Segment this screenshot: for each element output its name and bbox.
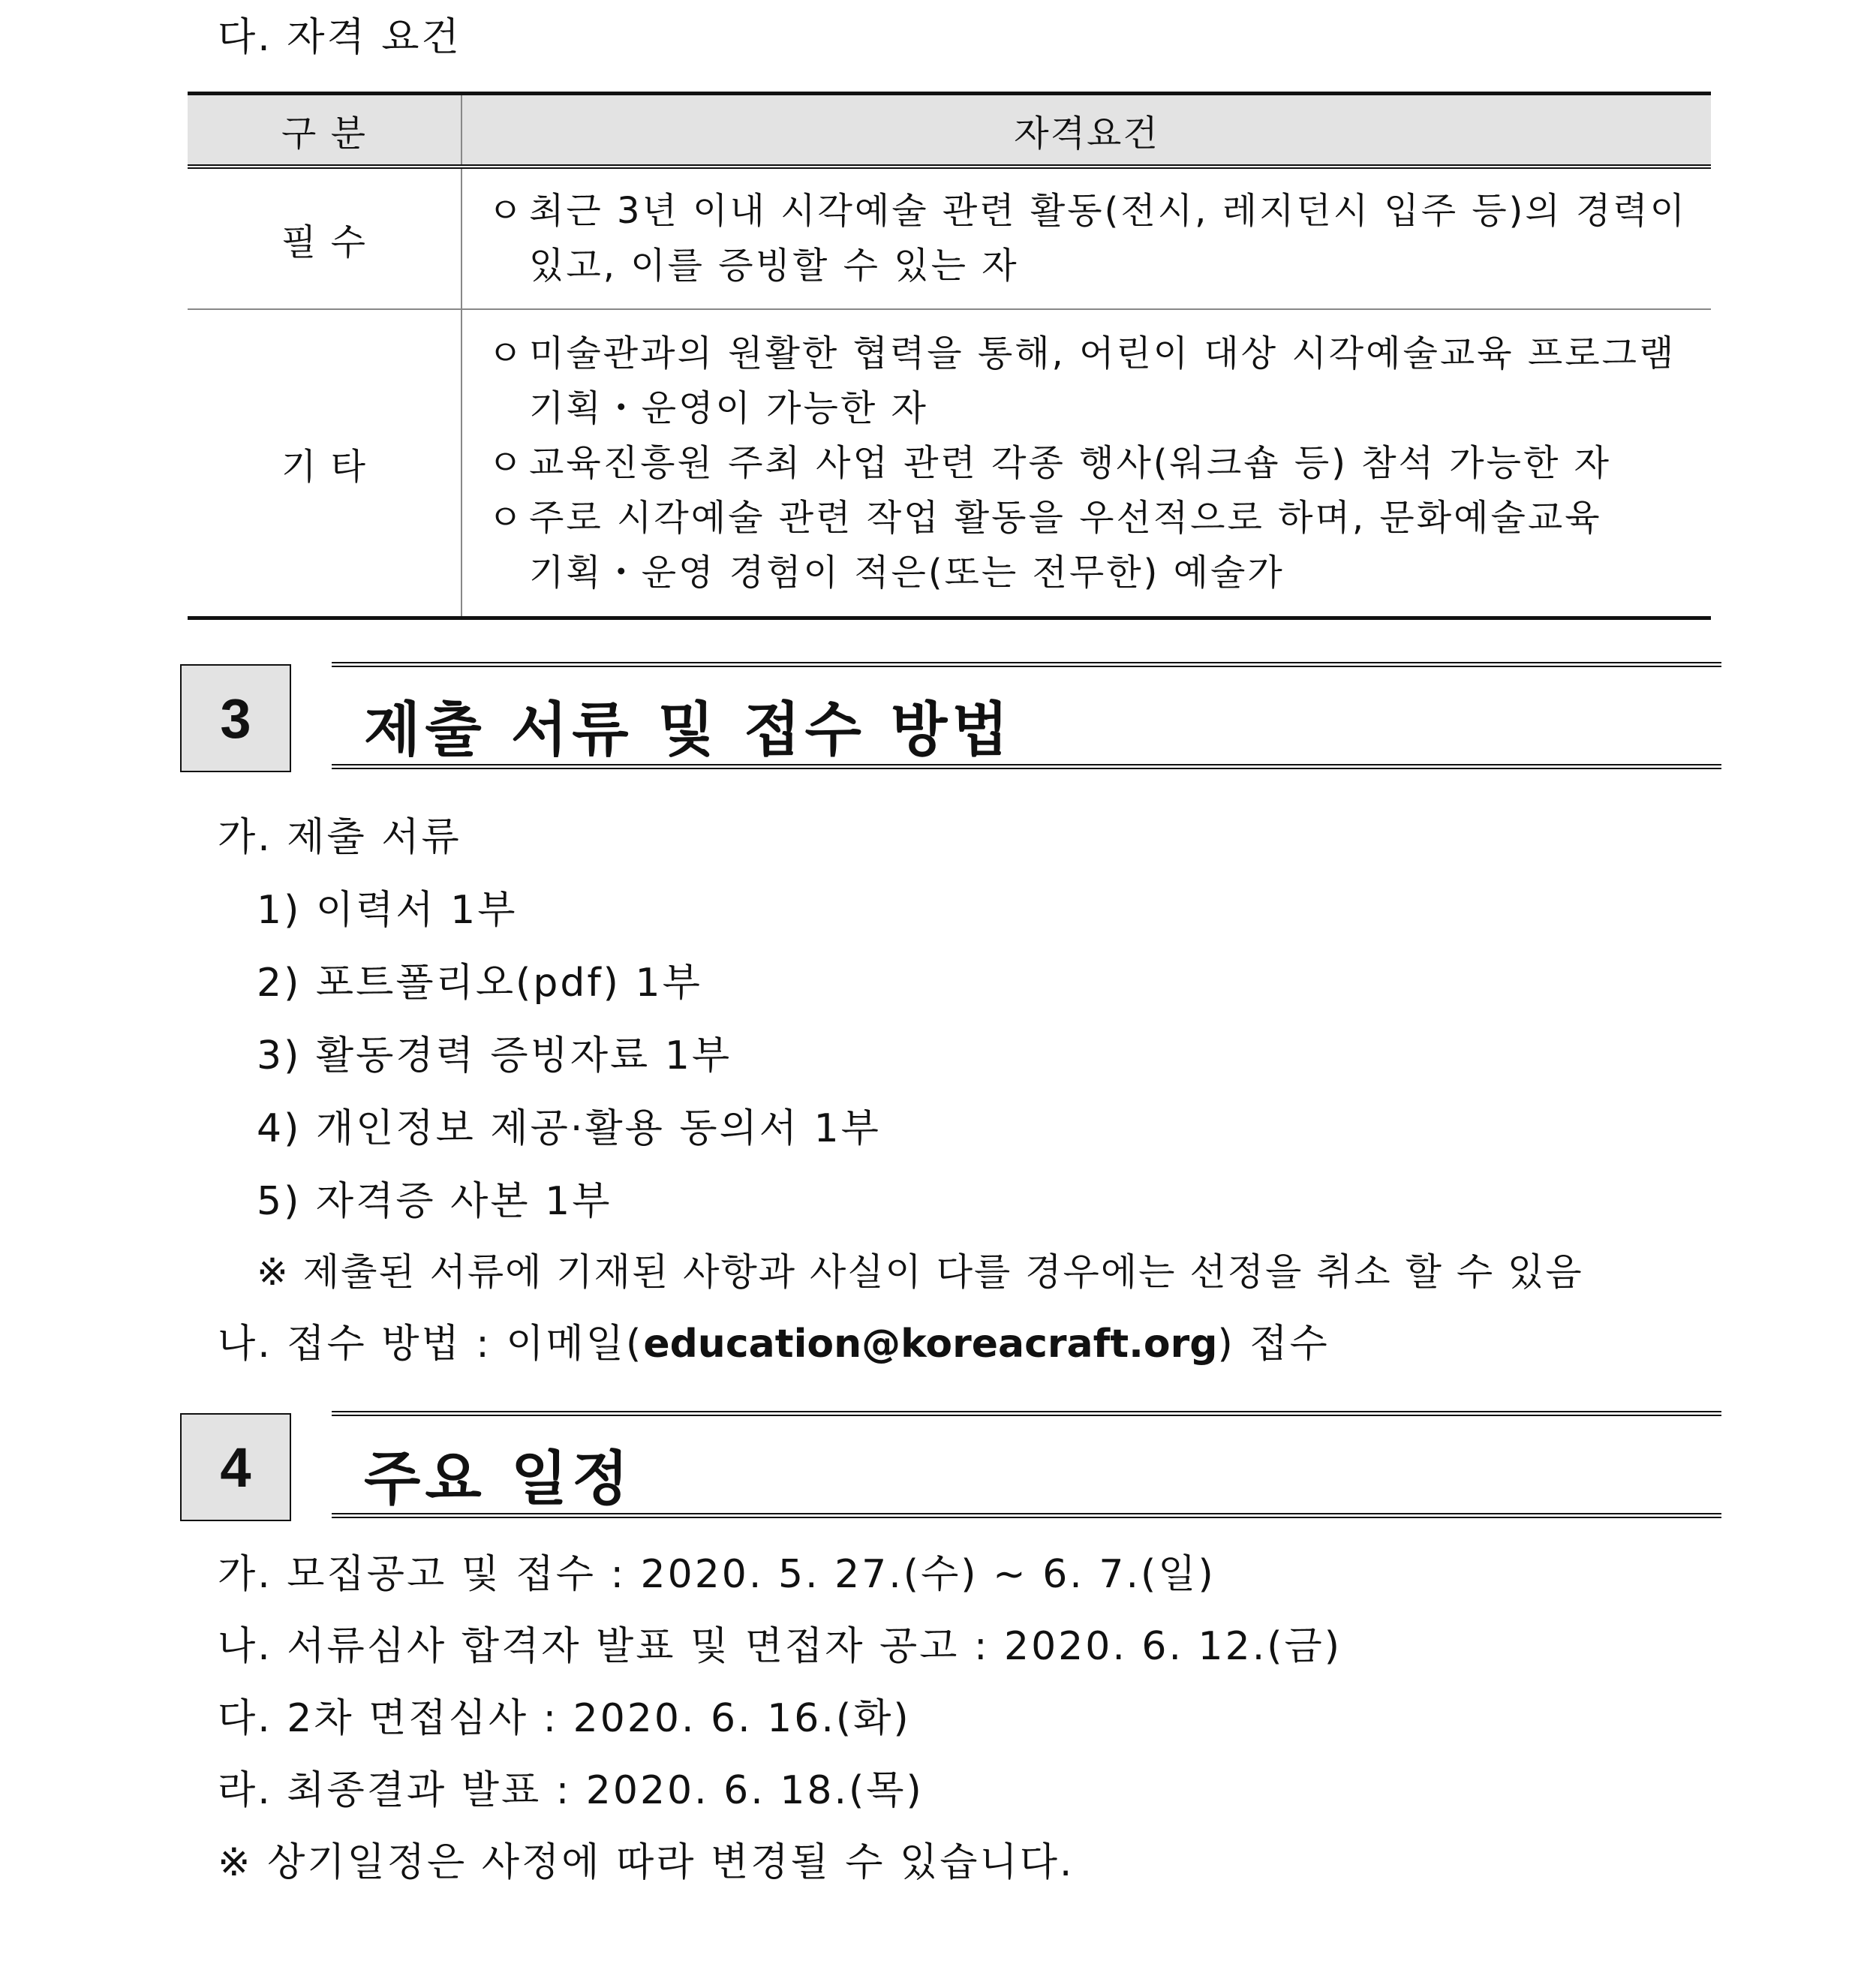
section-4-number-box: 4 [180,1413,291,1521]
bullet-circle-icon: ㅇ [488,332,525,374]
submission-method [218,1322,1330,1367]
bullet-circle-icon: ㅇ [488,441,525,484]
requirement-item [488,491,1711,600]
requirement-line: 주로 시각예술 관련 작업 활동을 우선적으로 하며, 문화예술교육 [529,496,1602,539]
section-heading-qualifications: 다. 자격 요건 [218,15,461,60]
table-row-other [188,309,1711,618]
bullet-circle-icon: ㅇ [488,496,525,539]
section-3-bottom-rule [332,764,1721,769]
requirement-line: 기획・운영이 가능한 자 [529,386,928,429]
document-item: 3) 활동경력 증빙자료 1부 [257,1033,732,1078]
requirement-item [488,326,1711,436]
schedule-item: 다. 2차 면접심사 : 2020. 6. 16.(화) [218,1696,911,1741]
document-item: 5) 자격증 사본 1부 [257,1179,612,1224]
requirement-item [488,184,1711,293]
subheading-documents: 가. 제출 서류 [218,815,461,860]
section-4-top-rule [332,1411,1721,1416]
requirement-line: 있고, 이를 증빙할 수 있는 자 [529,245,1019,287]
bullet-circle-icon: ㅇ [488,190,525,232]
requirement-line: 기획・운영 경험이 적은(또는 전무한) 예술가 [529,551,1285,594]
documents-note: ※ 제출된 서류에 기재된 사항과 사실이 다를 경우에는 선정을 취소 할 수 있음 [257,1250,1583,1294]
submission-method-suffix: ) 접수 [1217,1322,1330,1367]
schedule-item: 라. 최종결과 발표 : 2020. 6. 18.(목) [218,1768,924,1813]
section-4-bottom-rule [332,1513,1721,1518]
submission-email: education@koreacraft.org [643,1322,1218,1367]
schedule-item: 나. 서류심사 합격자 발표 및 면접자 공고 : 2020. 6. 12.(금) [218,1624,1342,1669]
requirements-cell [461,309,1711,618]
table-row-required [188,167,1711,309]
requirement-item [488,436,1711,491]
table-header-row [188,94,1711,167]
section-4-title: 주요 일정 [364,1445,633,1513]
section-3-title: 제출 서류 및 접수 방법 [364,696,1013,764]
schedule-note: ※ 상기일정은 사정에 따라 변경될 수 있습니다. [218,1840,1075,1885]
document-item: 4) 개인정보 제공·활용 동의서 1부 [257,1106,881,1151]
document-item: 2) 포트폴리오(pdf) 1부 [257,961,702,1006]
schedule-item: 가. 모집공고 및 접수 : 2020. 5. 27.(수) ~ 6. 7.(일) [218,1552,1216,1597]
document-item: 1) 이력서 1부 [257,888,518,933]
section-3-top-rule [332,662,1721,667]
submission-method-prefix: 나. 접수 방법 : 이메일( [218,1322,644,1367]
header-category: 구 분 [188,94,461,167]
section-3-number-box: 3 [180,664,291,772]
category-required: 필 수 [188,167,461,309]
qualification-table [188,92,1711,620]
requirement-line: 미술관과의 원활한 협력을 통해, 어린이 대상 시각예술교육 프로그램 [529,332,1676,374]
category-other: 기 타 [188,309,461,618]
requirement-line: 교육진흥원 주최 사업 관련 각종 행사(워크숍 등) 참석 가능한 자 [529,441,1611,484]
header-requirements: 자격요건 [461,94,1711,167]
requirement-line: 최근 3년 이내 시각예술 관련 활동(전시, 레지던시 입주 등)의 경력이 [529,190,1688,232]
requirements-cell [461,167,1711,309]
